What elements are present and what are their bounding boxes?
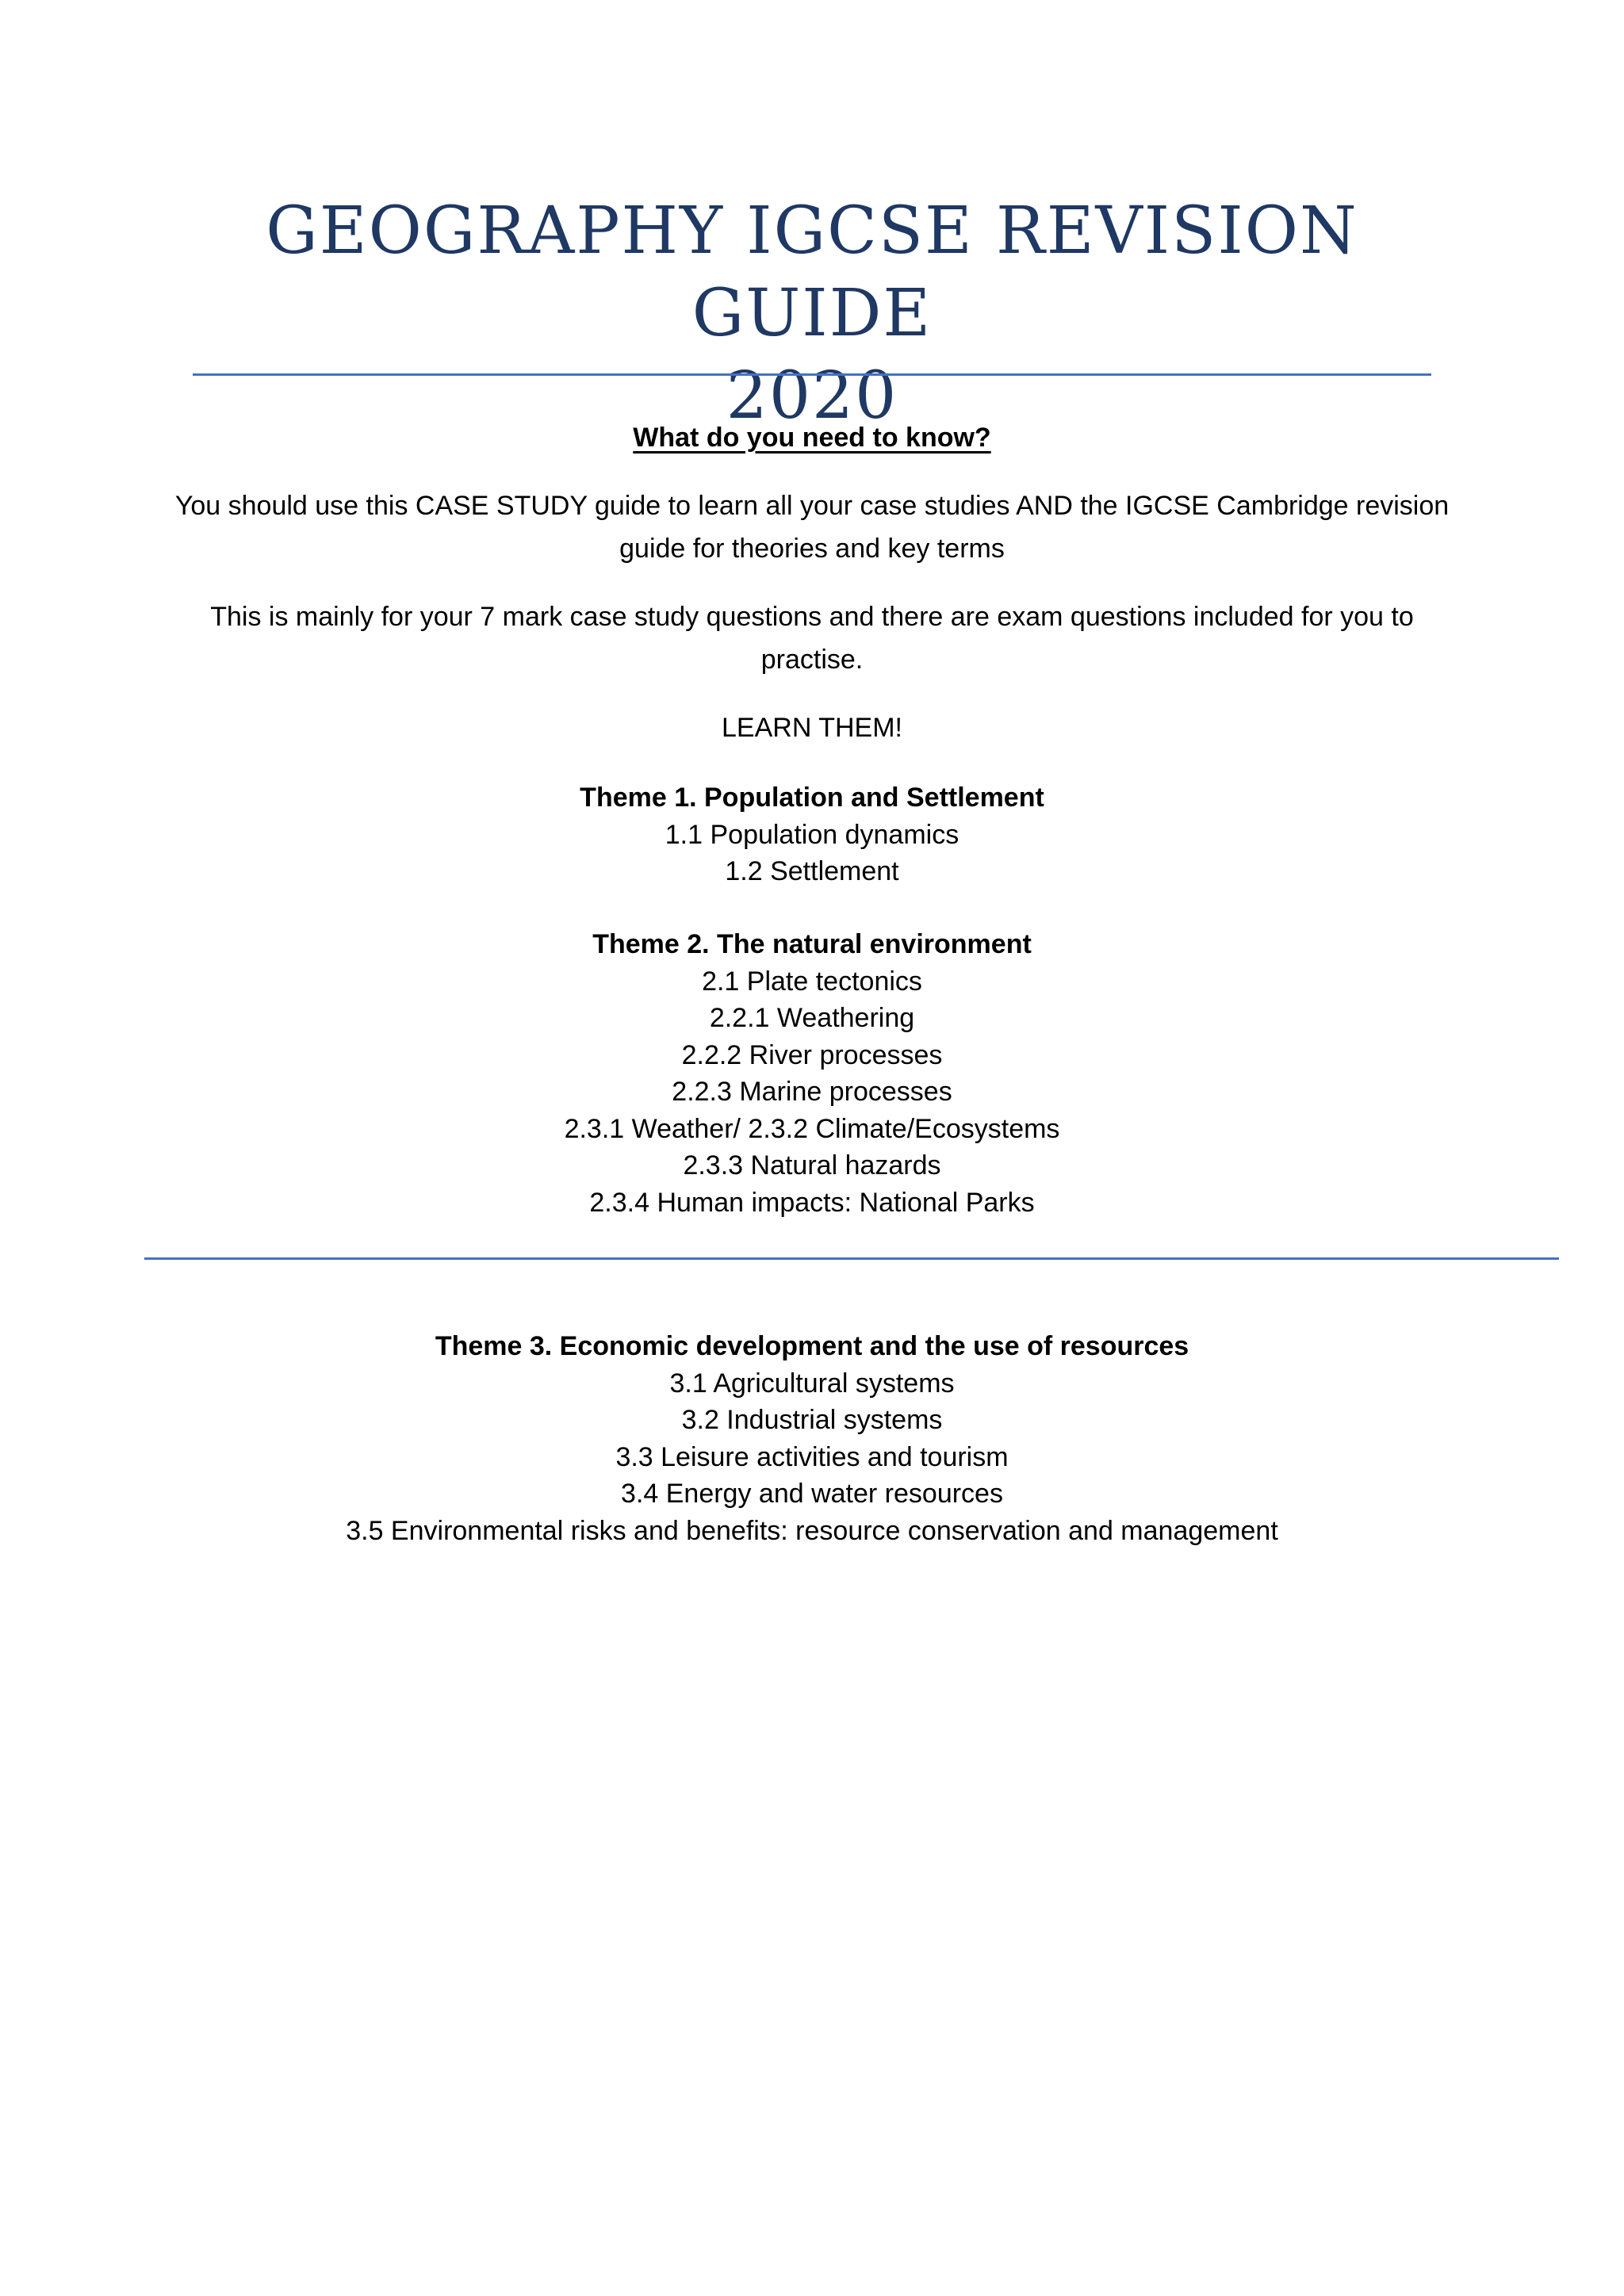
theme-3-section bbox=[0, 1328, 1624, 1549]
theme-heading: Theme 3. Economic development and the use of resources bbox=[435, 1331, 1189, 1361]
theme-item: 3.1 Agricultural systems bbox=[669, 1368, 955, 1399]
page-title bbox=[193, 190, 1431, 438]
intro-paragraph-2: This is mainly for your 7 mark case study questions and there are exam questions included for you to practise. bbox=[210, 602, 1414, 675]
theme-item: 3.4 Energy and water resources bbox=[621, 1479, 1003, 1509]
theme-item: 2.2.1 Weathering bbox=[709, 1003, 915, 1033]
theme-item: 2.3.1 Weather/ 2.3.2 Climate/Ecosystems bbox=[564, 1113, 1060, 1144]
theme-1-section bbox=[0, 779, 1624, 890]
theme-2-section bbox=[0, 926, 1624, 1221]
theme-item: 3.2 Industrial systems bbox=[681, 1405, 943, 1435]
subheading: What do you need to know? bbox=[633, 423, 991, 453]
title-divider bbox=[193, 373, 1431, 376]
theme-item: 2.3.3 Natural hazards bbox=[683, 1150, 941, 1181]
theme-item: 2.1 Plate tectonics bbox=[702, 966, 922, 997]
theme-item: 2.3.4 Human impacts: National Parks bbox=[589, 1187, 1035, 1218]
theme-heading: Theme 2. The natural environment bbox=[592, 929, 1032, 959]
theme-item: 1.1 Population dynamics bbox=[665, 819, 959, 850]
theme-heading: Theme 1. Population and Settlement bbox=[580, 783, 1044, 813]
title-line-2: 2020 bbox=[726, 358, 898, 434]
intro-paragraph-1: You should use this CASE STUDY guide to learn all your case studies AND the IGCSE Cambridge revision guide for theories and key terms bbox=[174, 491, 1450, 564]
theme-item: 2.2.2 River processes bbox=[681, 1039, 943, 1070]
theme-item: 1.2 Settlement bbox=[725, 856, 899, 886]
title-line-1: GEOGRAPHY IGCSE REVISION GUIDE bbox=[266, 193, 1358, 351]
section-divider bbox=[144, 1257, 1559, 1260]
theme-item: 3.3 Leisure activities and tourism bbox=[615, 1441, 1009, 1472]
theme-item: 2.2.3 Marine processes bbox=[672, 1077, 952, 1107]
learn-them-text: LEARN THEM! bbox=[722, 713, 902, 743]
theme-item: 3.5 Environmental risks and benefits: resource conservation and management bbox=[346, 1515, 1278, 1546]
